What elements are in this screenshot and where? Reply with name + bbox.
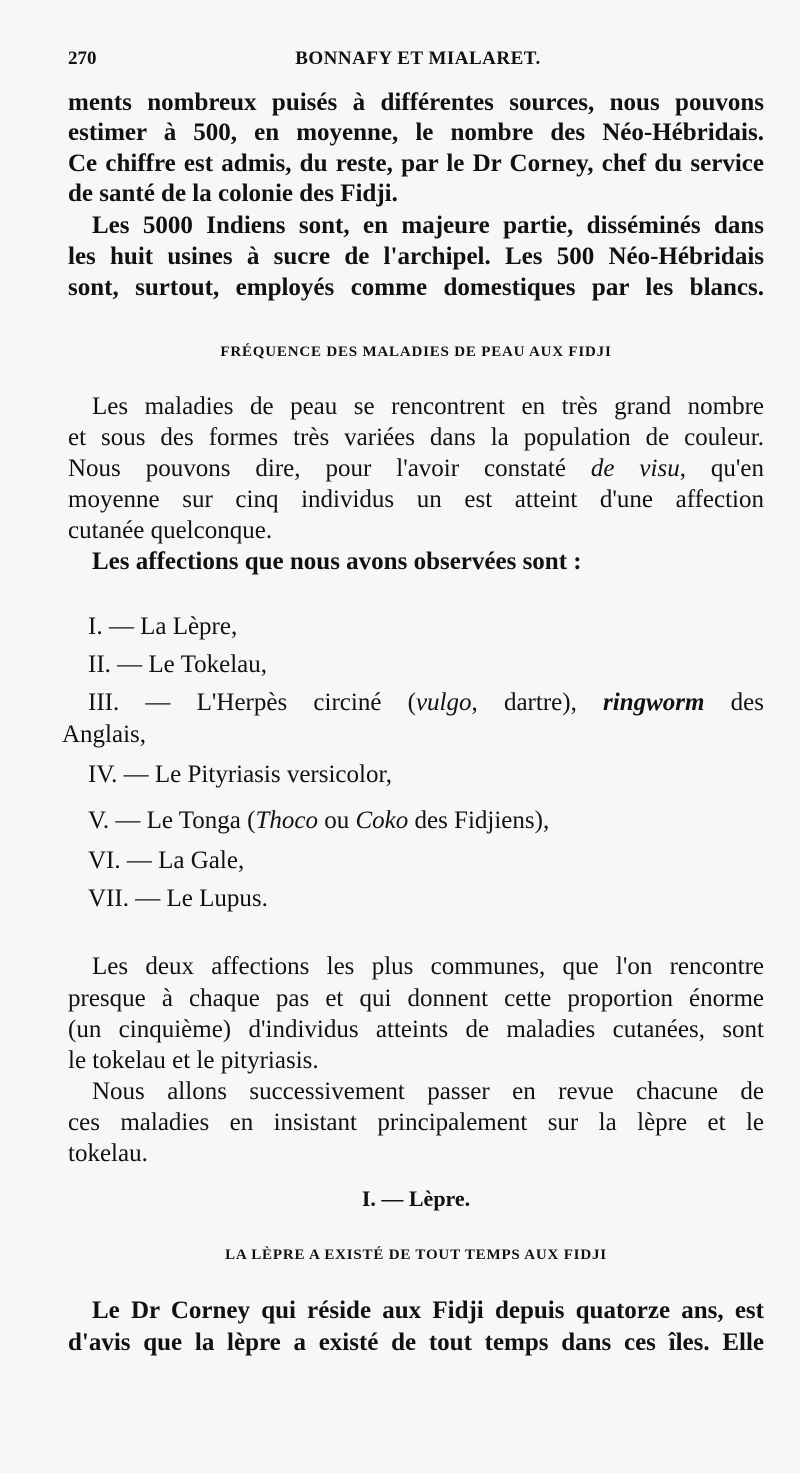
list-item — [88, 806, 549, 836]
text-run: , qu'en — [679, 455, 765, 482]
text-run-italic: de visu — [590, 455, 680, 482]
paragraph-line: ces maladies en insistant principalement sur la lèpre et le — [68, 1109, 764, 1136]
text-run: des Fidjiens), — [408, 807, 550, 834]
section-heading: FRÉQUENCE DES MALADIES DE PEAU AUX FIDJI — [220, 344, 612, 360]
paragraph-line: Le Dr Corney qui réside aux Fidji depuis quatorze ans, est — [92, 1297, 764, 1324]
paragraph-line: le tokelau et le pityriasis. — [68, 1047, 319, 1074]
list-item — [88, 688, 764, 718]
paragraph-line: Nous allons successivement passer en revue chacune de — [92, 1078, 764, 1105]
list-item: II. — Le Tokelau, — [88, 651, 267, 678]
paragraph-line: (un cinquième) d'individus atteints de maladies cutanées, sont — [68, 1016, 764, 1043]
list-item: Anglais, — [62, 721, 147, 748]
text-run: ou — [317, 807, 356, 834]
running-title: BONNAFY ET MIALARET. — [295, 48, 541, 69]
text-run: V. — Le Tonga ( — [88, 807, 256, 834]
subsection-heading: LA LÈPRE A EXISTÉ DE TOUT TEMPS AUX FIDJI — [225, 1247, 607, 1263]
text-run-italic: ringworm — [603, 689, 705, 716]
text-run-italic: Thoco — [255, 807, 318, 834]
paragraph-line: Ce chiffre est admis, du reste, par le Dr Corney, chef du service — [68, 150, 764, 177]
paragraph-line: les huit usines à sucre de l'archipel. Les 500 Néo-Hébridais — [68, 243, 764, 270]
list-item: IV. — Le Pityriasis versicolor, — [88, 761, 393, 788]
text-run: des — [704, 689, 764, 716]
paragraph-line: Les affections que nous avons observées sont : — [92, 548, 582, 575]
paragraph-line — [68, 454, 764, 484]
paragraph-line: Les 5000 Indiens sont, en majeure partie, disséminés dans — [92, 212, 764, 239]
paragraph-line: Les deux affections les plus communes, que l'on rencontre — [92, 953, 764, 980]
paragraph-line: sont, surtout, employés comme domestiques par les blancs. — [68, 274, 764, 301]
page-header — [68, 48, 768, 78]
paragraph-line: ments nombreux puisés à différentes sources, nous pouvons — [68, 89, 764, 116]
paragraph-line: et sous des formes très variées dans la population de couleur. — [68, 424, 764, 451]
list-item: I. — La Lèpre, — [88, 613, 238, 640]
paragraph-line: de santé de la colonie des Fidji. — [68, 180, 398, 207]
paragraph-line: tokelau. — [68, 1140, 148, 1167]
text-run-italic: Coko — [355, 807, 409, 834]
page-number: 270 — [68, 48, 97, 69]
paragraph-line: cutanée quelconque. — [68, 517, 273, 544]
text-run: Nous pouvons dire, pour l'avoir constaté — [68, 455, 591, 482]
text-run: , dartre), — [471, 689, 604, 716]
list-item: VII. — Le Lupus. — [88, 885, 268, 912]
paragraph-line: estimer à 500, en moyenne, le nombre des Néo-Hébridais. — [68, 119, 764, 146]
text-run: III. — L'Herpès circiné ( — [88, 689, 416, 716]
text-run-italic: vulgo — [415, 689, 472, 716]
paragraph-line: presque à chaque pas et qui donnent cette proportion énorme — [68, 985, 764, 1012]
paragraph-line: d'avis que la lèpre a existé de tout temps dans ces îles. Elle — [68, 1329, 764, 1356]
paragraph-line: Les maladies de peau se rencontrent en très grand nombre — [92, 393, 764, 420]
list-item: VI. — La Gale, — [88, 847, 245, 874]
paragraph-line: moyenne sur cinq individus un est atteint d'une affection — [68, 486, 764, 513]
subsection-title: I. — Lèpre. — [361, 1186, 471, 1211]
